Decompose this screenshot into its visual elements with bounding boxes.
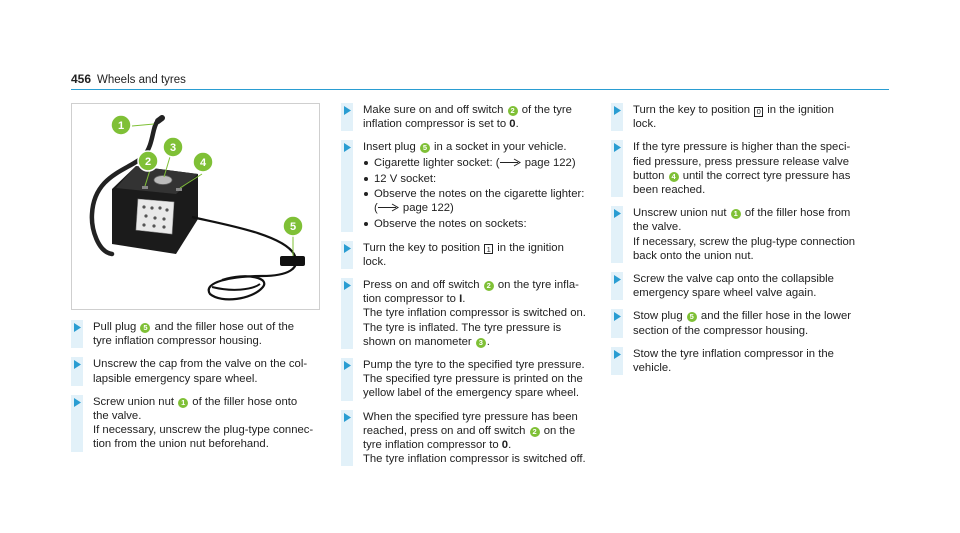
- arrow-right-icon: [378, 202, 400, 216]
- section-title: Wheels and tyres: [97, 74, 186, 86]
- callout-badge: 4: [669, 172, 679, 182]
- callout-1: [111, 115, 131, 135]
- svg-text:5: 5: [289, 221, 297, 233]
- step-unscrew-union-nut: [611, 206, 889, 263]
- step-text: Screw the valve cap onto the collapsible emergency spare wheel valve again.: [633, 273, 834, 300]
- callout-badge: 5: [140, 323, 150, 333]
- list-item: 12 V socket:: [363, 172, 603, 186]
- svg-text:4: 4: [199, 157, 207, 169]
- callout-badge: 1: [731, 209, 741, 219]
- list-item: Observe the notes on sockets:: [363, 217, 603, 231]
- step-release-pressure: [611, 140, 889, 197]
- step-text: Turn the key to position 1 in the ignition lock.: [363, 241, 564, 268]
- key-position-icon: 0: [754, 107, 763, 117]
- arrow-right-icon: [500, 157, 522, 171]
- step-turn-key-0: [611, 103, 889, 131]
- step-text: Unscrew the cap from the valve on the col- lapsible emergency spare wheel.: [93, 358, 308, 385]
- step-screw-union-nut: [71, 395, 327, 452]
- step-text: Make sure on and off switch 2 of the tyre inflation compressor is set to 0.: [363, 104, 572, 131]
- step-switch-on: [341, 278, 603, 349]
- step-text: Pull plug 5 and the filler hose out of the tyre inflation compressor housing.: [93, 321, 295, 348]
- step-text: Pump the tyre to the specified tyre pressure. The specified tyre pressure is printed on the yellow label of the emergency spare wheel.: [363, 359, 585, 400]
- callout-2: [138, 151, 158, 171]
- triangle-right-icon: [341, 142, 353, 153]
- step-insert-plug: [341, 140, 603, 231]
- step-switch-off-again: [341, 410, 603, 467]
- page-link[interactable]: page 122): [524, 156, 576, 169]
- callout-badge: 2: [530, 427, 540, 437]
- triangle-right-icon: [611, 349, 623, 360]
- page-link[interactable]: page 122): [402, 202, 454, 215]
- list-item: Cigarette lighter socket: ( page 122): [363, 156, 603, 171]
- compressor-figure: [71, 103, 320, 310]
- step-turn-key-1: [341, 241, 603, 269]
- step-pump-tyre: [341, 358, 603, 401]
- column-3: [611, 103, 889, 384]
- list-item: Observe the notes on the cigarette lighter: ( page 122): [363, 187, 603, 216]
- callout-badge: 3: [476, 338, 486, 348]
- callout-badge: 5: [420, 143, 430, 153]
- triangle-right-icon: [71, 322, 83, 333]
- callout-badge: 1: [178, 398, 188, 408]
- callout-badge: 2: [508, 106, 518, 116]
- step-stow-compressor: [611, 347, 889, 375]
- triangle-right-icon: [611, 274, 623, 285]
- key-position-icon: 1: [484, 244, 493, 254]
- triangle-right-icon: [611, 208, 623, 219]
- triangle-right-icon: [341, 280, 353, 291]
- triangle-right-icon: [341, 105, 353, 116]
- column-2: [341, 103, 603, 475]
- step-text: Turn the key to position 0 in the ignition lock.: [633, 104, 834, 131]
- triangle-right-icon: [341, 360, 353, 371]
- triangle-right-icon: [71, 397, 83, 408]
- svg-text:1: 1: [117, 120, 125, 132]
- callout-5: [283, 216, 303, 236]
- step-text: If the tyre pressure is higher than the speci- fied pressure, press pressure release valve button 4 until the correct tyre pressure has been reached.: [633, 141, 851, 197]
- step-stow-plug: [611, 309, 889, 337]
- step-switch-off: [341, 103, 603, 131]
- header-rule: [71, 89, 889, 90]
- step-screw-valve-cap: [611, 272, 889, 300]
- page-number: 456: [71, 72, 92, 86]
- triangle-right-icon: [341, 412, 353, 423]
- triangle-right-icon: [611, 311, 623, 322]
- step-pull-plug: [71, 320, 327, 348]
- page-header: [71, 72, 186, 87]
- step-text: Press on and off switch 2 on the tyre infla- tion compressor to I. The tyre inflation compressor is switched on. The tyre is inflated. The tyre pressure is shown on manometer 3 .: [363, 279, 586, 348]
- step-text: Insert plug 5 in a socket in your vehicle.: [363, 141, 567, 154]
- callout-badge: 5: [687, 312, 697, 322]
- triangle-right-icon: [341, 243, 353, 254]
- callout-3: [163, 137, 183, 157]
- triangle-right-icon: [71, 359, 83, 370]
- column-1: [71, 320, 327, 461]
- step-text: Stow plug 5 and the filler hose in the lower section of the compressor housing.: [633, 310, 851, 337]
- callout-4: [193, 152, 213, 172]
- triangle-right-icon: [611, 142, 623, 153]
- callout-badge: 2: [484, 281, 494, 291]
- step-text: When the specified tyre pressure has been reached, press on and off switch 2 on the tyre inflation compressor to 0. The tyre inflation compressor is switched off.: [363, 410, 586, 466]
- triangle-right-icon: [611, 105, 623, 116]
- step-text: Stow the tyre inflation compressor in the vehicle.: [633, 347, 834, 375]
- svg-text:2: 2: [144, 156, 152, 168]
- step-text: Unscrew union nut 1 of the filler hose from the valve. If necessary, screw the plug-type connection back onto the union nut.: [633, 207, 856, 262]
- step-text: Screw union nut 1 of the filler hose onto the valve. If necessary, unscrew the plug-type connec- tion from the union nut beforehand.: [93, 395, 314, 451]
- tyre-inflation-compressor-illustration: [72, 104, 321, 311]
- step-unscrew-cap: [71, 357, 327, 385]
- svg-text:3: 3: [169, 142, 177, 154]
